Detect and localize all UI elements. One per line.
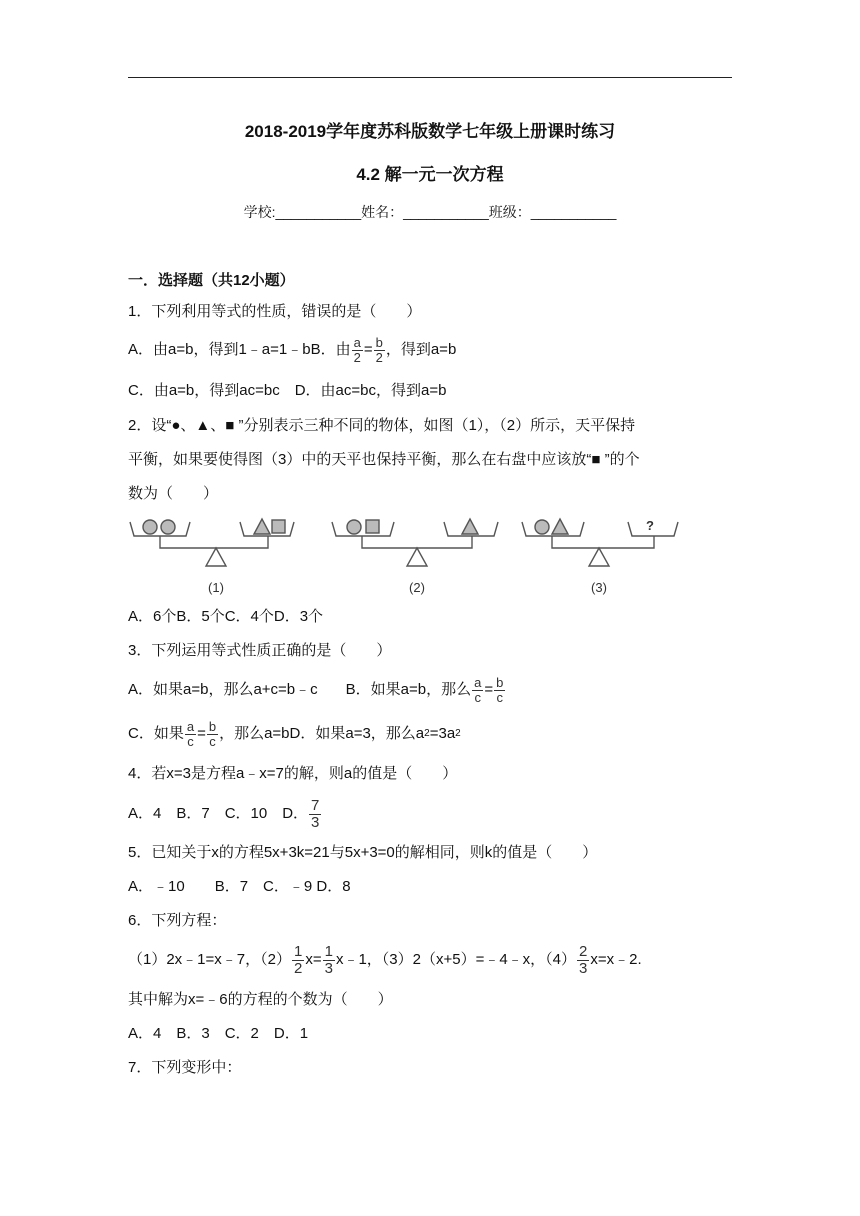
exponent-2: 2 [455,728,461,739]
fraction-b-over-c: $\frac{b}{c}$ [496,674,504,705]
q6-stem: 6．下列方程： [128,912,227,929]
q1-option-b-pre: B．由 [310,341,351,358]
balance-scale-2 [332,519,498,566]
q1-option-a: A．由a=b，得到1﹣a=1﹣b [128,341,311,358]
balance-scales-figure [128,508,728,600]
q1-option-b-post: ，得到a=b [385,341,457,358]
q7-stem: 7．下列变形中： [128,1059,242,1076]
q4-options-text: A．4 B．7 C．10 D． [128,805,309,822]
page-title: 2018-2019学年度苏科版数学七年级上册课时练习 [244,122,616,141]
fraction-1-over-3: $\frac{1}{3}$ [324,942,333,977]
q3-option-b-pre: B．如果a=b，那么 [345,681,472,698]
q3-options-ab: A．如果a=b，那么a+c=b﹣c B．如果a=b，那么 $\frac{a}{c}$ = $\frac{b}{c}$ [128,674,504,705]
q4-options [128,797,322,831]
q2-stem-line1: 2．设“●、▲、■ ”分别表示三种不同的物体，如图（1），（2）所示，天平保持 [128,417,636,434]
q6-stem-2: 其中解为x=﹣6的方程的个数为（ ） [128,991,393,1008]
triangle-icon [254,519,270,534]
q3-option-d-mid: =3a [429,725,456,742]
q6-eq2-post: x﹣1，（3）2（x+5）=﹣4﹣x，（4） [335,951,577,968]
figure-2-label: (2) [409,580,425,595]
fraction-1-over-2: $\frac{1}{2}$ [293,942,303,977]
q2-options: A．6个B．5个C．4个D．3个 [128,608,324,625]
figure-3-label: (3) [591,580,607,595]
circle-icon [143,520,157,534]
fraction-b-over-c: $\frac{b}{c}$ [208,718,217,749]
page-subtitle: 4.2 解一元一次方程 [356,165,504,184]
circle-icon [535,520,549,534]
circle-icon [347,520,361,534]
triangle-icon [462,519,478,534]
q2-stem-line2: 平衡，如果要使得图（3）中的天平也保持平衡，那么在右盘中应该放“■ ”的个 [128,451,640,468]
fraction-a-over-2: $\frac{a}{2}$ [353,334,361,365]
q5-stem: 5．已知关于x的方程5x+3k=21与5x+3=0的解相同，则k的值是（ ） [128,844,598,861]
section-heading: 一．选择题（共12小题） [128,272,295,289]
q1-stem: 1．下列利用等式的性质，错误的是（ ） [128,303,422,320]
q3-options-cd: C．如果 $\frac{a}{c}$ = $\frac{b}{c}$ ，那么a=bD．如果a=3，那么a 2 =3a 2 [128,718,461,749]
q5-options: A．﹣10 B．7 C．﹣9 D．8 [128,878,351,895]
balance-scale-3 [522,519,678,566]
q2-stem-line3: 数为（ ） [128,485,219,502]
q3-option-a: A．如果a=b，那么a+c=b﹣c [128,681,318,698]
q4-stem: 4．若x=3是方程a﹣x=7的解，则a的值是（ ） [128,765,458,782]
figure-1-label: (1) [208,580,224,595]
triangle-icon [552,519,568,534]
q1-options-ab: A．由a=b，得到1﹣a=1﹣b B．由 $\frac{a}{2}$ = $\frac{b}{2}$ ，得到a=b [128,334,457,365]
top-rule [128,77,732,78]
circle-icon [161,520,175,534]
q6-eq1: （1）2x﹣1=x﹣7，（2） [128,951,291,968]
balance-scale-1 [130,519,294,566]
q6-eq2-mid: x= [305,951,322,968]
fraction-a-over-c: $\frac{a}{c}$ [474,674,482,705]
fraction-b-over-2: $\frac{b}{2}$ [375,334,383,365]
q6-options: A．4 B．3 C．2 D．1 [128,1025,309,1042]
q1-options-cd: C．由a=b，得到ac=bc D．由ac=bc，得到a=b [128,382,447,399]
q3-stem: 3．下列运用等式性质正确的是（ ） [128,642,392,659]
square-icon [272,520,285,533]
question-mark: ? [646,518,654,533]
q6-eq4-post: x=x﹣2. [590,951,642,968]
exponent-2: 2 [424,728,430,739]
q3-option-c-pre: C．如果 [128,725,184,742]
q3-option-c-post: ，那么a=bD．如果a=3，那么a [219,725,425,742]
student-info-line: 学校:___________姓名：___________班级：___________ [243,204,617,220]
square-icon [366,520,379,533]
q6-equations [128,943,642,977]
fraction-2-over-3: $\frac{2}{3}$ [579,942,588,977]
fraction-a-over-c: $\frac{a}{c}$ [186,718,195,749]
fraction-7-over-3: $\frac{7}{3}$ [311,796,320,831]
